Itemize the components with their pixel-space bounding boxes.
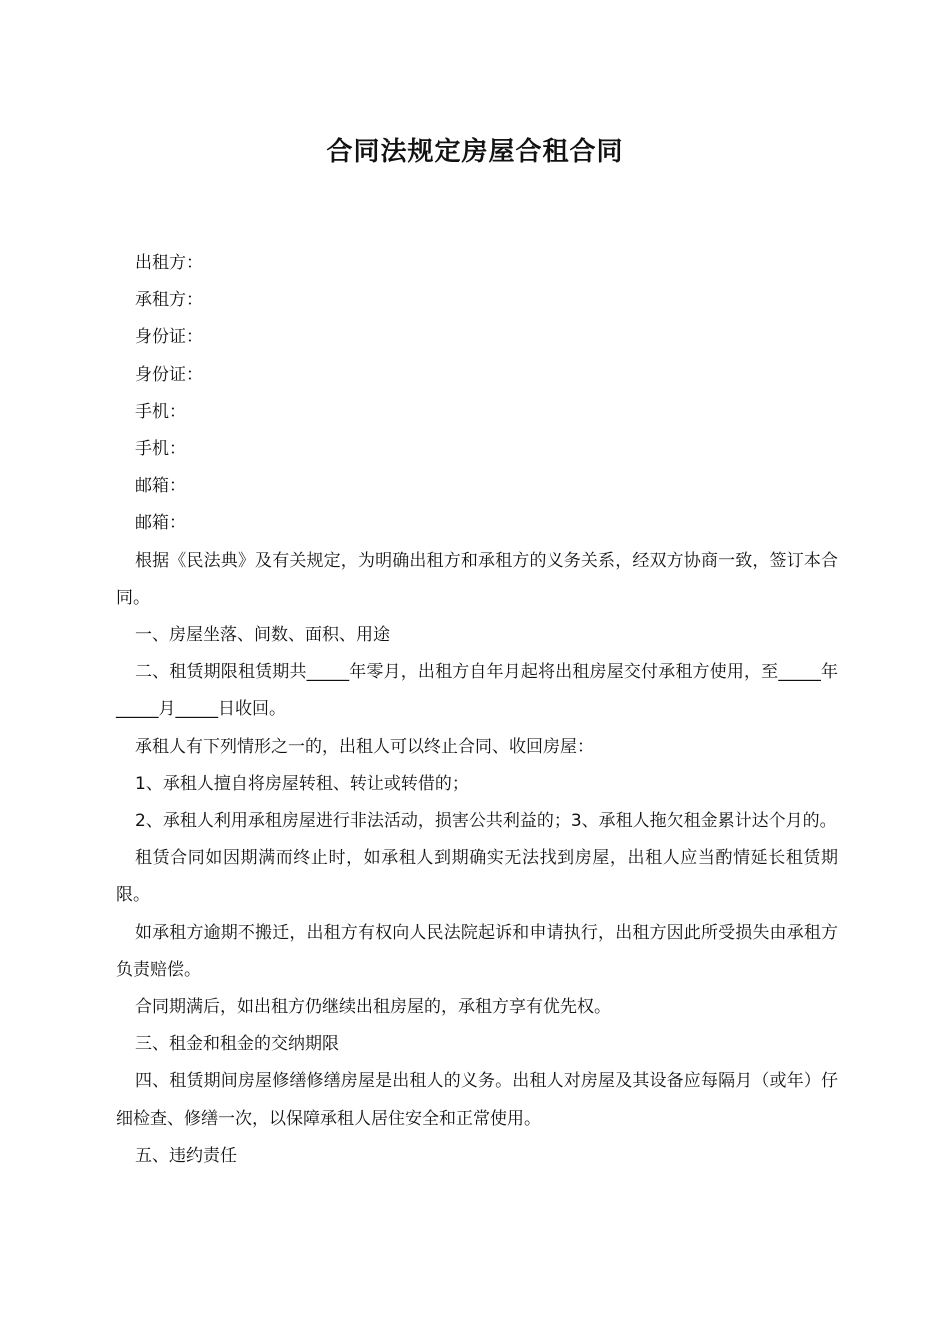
phone-label-1: 手机： [135,401,186,422]
document-title: 合同法规定房屋合租合同 [326,137,624,167]
priority-paragraph: 合同期满后，如出租方仍继续出租房屋的，承租方享有优先权。 [135,997,611,1018]
party-lessee-label: 承租方： [135,290,203,311]
section-1-heading: 一、房屋坐落、间数、面积、用途 [135,625,390,646]
document-body [116,245,838,1175]
id-card-label-2: 身份证： [135,364,203,385]
id-card-label-1: 身份证： [135,327,203,348]
section-3-heading: 三、租金和租金的交纳期限 [135,1034,339,1055]
section-5-heading: 五、违约责任 [135,1145,237,1166]
overdue-paragraph: 如承租方逾期不搬迁，出租方有权向人民法院起诉和申请执行，出租方因此所受损失由承租方负责赔偿。 [116,922,838,980]
termination-item-1: 1、承租人擅自将房屋转租、转让或转借的； [135,773,469,794]
section-4-paragraph: 四、租赁期间房屋修缮修缮房屋是出租人的义务。出租人对房屋及其设备应每隔月（或年）仔细检查、修缮一次，以保障承租人居住安全和正常使用。 [116,1071,838,1129]
intro-paragraph: 根据《民法典》及有关规定，为明确出租方和承租方的义务关系，经双方协商一致，签订本合同。 [116,550,838,608]
phone-label-2: 手机： [135,439,186,460]
termination-item-2: 2、承租人利用承租房屋进行非法活动，损害公共利益的；3、承租人拖欠租金累计达个月的。 [135,811,837,832]
email-label-2: 邮箱： [135,513,186,534]
section-2-paragraph: 二、租赁期限租赁期共_____年零月，出租方自年月起将出租房屋交付承租方使用，至_____年_____月_____日收回。 [116,662,838,720]
email-label-1: 邮箱： [135,476,186,497]
party-lessor-label: 出租方： [135,253,203,273]
expiry-paragraph: 租赁合同如因期满而终止时，如承租人到期确实无法找到房屋，出租人应当酌情延长租赁期限。 [116,848,838,906]
termination-intro: 承租人有下列情形之一的，出租人可以终止合同、收回房屋： [135,736,594,757]
